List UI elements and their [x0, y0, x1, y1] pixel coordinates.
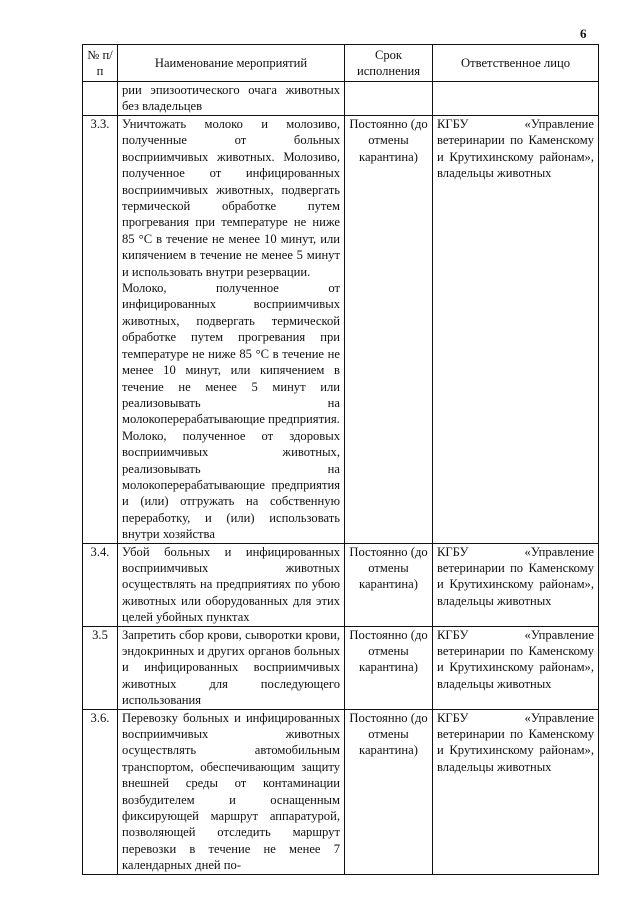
header-number: № п/п: [83, 45, 118, 82]
continuation-deadline: [345, 82, 433, 116]
measure-paragraph: Перевозку больных и инфицированных восприимчивых животных осуществлять автомобильным транспортом, обеспечивающим защиту внешней среды от контаминации возбудителем и оснащенным фиксирующей маршрут аппаратурой, позволяющей отследить маршрут перевозки в течение не менее 7 календарных дней по-: [122, 710, 340, 873]
row-deadline: Постоянно (до отмены карантина): [345, 626, 433, 709]
header-measure-name: Наименование мероприятий: [118, 45, 345, 82]
measure-paragraph: Уничтожать молоко и молозиво, полученные от больных восприимчивых животных. Молозиво, полученное от инфицированных восприимчивых животных, подвергать термической обработке путем прогревания при температуре не ниже 85 °С в течение не менее 10 минут, или кипячением в течение не менее 5 минут и использовать внутри резервации.: [122, 117, 340, 279]
row-measure: [118, 543, 345, 626]
table-row: [83, 709, 599, 874]
table-row: [83, 116, 599, 544]
table-row: [83, 543, 599, 626]
row-number: 3.4.: [83, 543, 118, 626]
continuation-row: [83, 82, 599, 116]
page-number: 6: [580, 26, 587, 41]
measure-paragraph: Убой больных и инфицированных восприимчивых животных осуществлять на предприятиях по убою животных или оборудованных для этих целей убойных пунктах: [122, 544, 340, 625]
table-header-row: [83, 45, 599, 82]
table-row: [83, 626, 599, 709]
row-measure: [118, 709, 345, 874]
row-deadline: Постоянно (до отмены карантина): [345, 116, 433, 544]
row-responsible: КГБУ «Управление ветеринарии по Каменскому и Крутихинскому районам», владельцы животных: [433, 116, 599, 544]
row-number: 3.3.: [83, 116, 118, 544]
header-deadline: Срок исполнения: [345, 45, 433, 82]
measure-paragraph: Молоко, полученное от здоровых восприимчивых животных, реализовывать на молокоперерабатывающие предприятия и (или) отгружать на собственную переработку, и (или) использовать внутри хозяйства: [122, 428, 340, 542]
continuation-number: [83, 82, 118, 116]
row-deadline: Постоянно (до отмены карантина): [345, 543, 433, 626]
measure-paragraph: Запретить сбор крови, сыворотки крови, эндокринных и других органов больных и инфицированных восприимчивых животных для последующего использования: [122, 627, 340, 708]
row-responsible: КГБУ «Управление ветеринарии по Каменскому и Крутихинскому районам», владельцы животных: [433, 626, 599, 709]
row-number: 3.5: [83, 626, 118, 709]
measure-paragraph: Молоко, полученное от инфицированных восприимчивых животных, подвергать термической обработке путем прогревания при температуре не ниже 85 °С в течение не менее 10 минут, или кипячением в течение не менее 5 минут или реализовывать на молокоперерабатывающие предприятия.: [122, 281, 340, 427]
row-responsible: КГБУ «Управление ветеринарии по Каменскому и Крутихинскому районам», владельцы животных: [433, 709, 599, 874]
row-measure: [118, 626, 345, 709]
row-deadline: Постоянно (до отмены карантина): [345, 709, 433, 874]
header-responsible: Ответственное лицо: [433, 45, 599, 82]
row-responsible: КГБУ «Управление ветеринарии по Каменскому и Крутихинскому районам», владельцы животных: [433, 543, 599, 626]
continuation-responsible: [433, 82, 599, 116]
continuation-text: рии эпизоотического очага животных без владельцев: [118, 82, 345, 116]
row-measure: [118, 116, 345, 544]
measures-table: [82, 44, 599, 875]
row-number: 3.6.: [83, 709, 118, 874]
